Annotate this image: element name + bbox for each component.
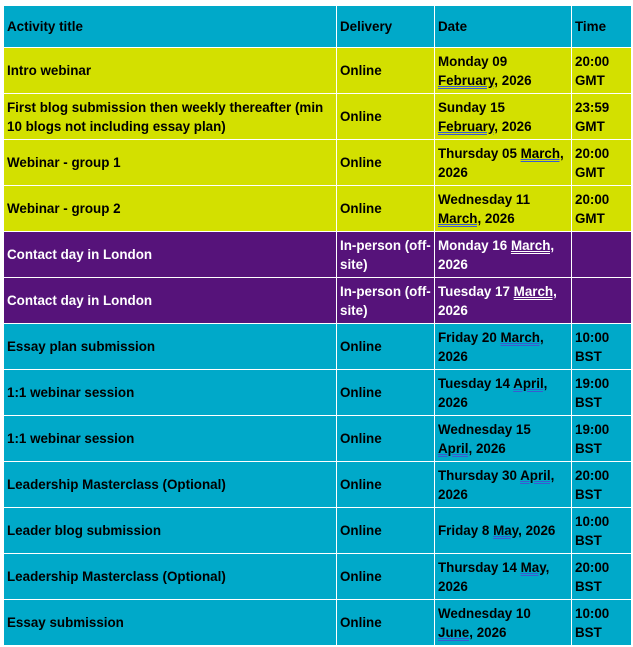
table-row bbox=[4, 48, 632, 94]
date-year: 2026 bbox=[521, 523, 556, 538]
date-day: Wednesday 15 bbox=[438, 421, 531, 437]
date-year: 2026 bbox=[438, 256, 468, 272]
date-cell bbox=[435, 462, 572, 508]
date-year: 2026 bbox=[438, 486, 468, 502]
date-day: Wednesday 10 bbox=[438, 605, 531, 621]
table-row bbox=[4, 94, 632, 140]
date-month: April, bbox=[520, 467, 555, 483]
time-cell: 20:00 BST bbox=[572, 554, 632, 600]
time-cell: 10:00 BST bbox=[572, 600, 632, 646]
date-year: 2026 bbox=[472, 440, 506, 456]
date-cell bbox=[435, 324, 572, 370]
activity-title-cell: 1:1 webinar session bbox=[4, 416, 337, 462]
date-month: May, bbox=[493, 523, 522, 538]
date-year: 2026 bbox=[472, 624, 507, 640]
delivery-cell: Online bbox=[337, 508, 435, 554]
schedule-table bbox=[3, 5, 632, 646]
table-row bbox=[4, 462, 632, 508]
date-month: March, bbox=[513, 283, 557, 299]
table-row bbox=[4, 278, 632, 324]
activity-title-cell: Leadership Masterclass (Optional) bbox=[4, 554, 337, 600]
delivery-cell: Online bbox=[337, 186, 435, 232]
delivery-cell: Online bbox=[337, 48, 435, 94]
time-cell: 10:00 BST bbox=[572, 324, 632, 370]
time-cell bbox=[572, 278, 632, 324]
time-cell: 19:00 BST bbox=[572, 370, 632, 416]
date-day: Thursday 30 bbox=[438, 467, 521, 483]
date-year: 2026 bbox=[498, 118, 532, 134]
table-row bbox=[4, 600, 632, 646]
time-cell: 20:00 GMT bbox=[572, 186, 632, 232]
date-year: 2026 bbox=[438, 164, 468, 180]
date-day: Thursday 14 bbox=[438, 559, 521, 575]
date-cell bbox=[435, 186, 572, 232]
header-row bbox=[4, 6, 632, 48]
activity-title-cell: Essay submission bbox=[4, 600, 337, 646]
table-row bbox=[4, 554, 632, 600]
date-month: February, bbox=[438, 118, 499, 134]
time-cell: 20:00 GMT bbox=[572, 140, 632, 186]
date-month: March, bbox=[510, 237, 555, 253]
activity-title-cell: Intro webinar bbox=[4, 48, 337, 94]
date-cell bbox=[435, 508, 572, 554]
date-month: May, bbox=[520, 559, 550, 575]
date-cell bbox=[435, 232, 572, 278]
delivery-cell: Online bbox=[337, 462, 435, 508]
date-month: March, bbox=[520, 145, 564, 161]
time-cell: 10:00 BST bbox=[572, 508, 632, 554]
date-day: Thursday 05 bbox=[438, 145, 521, 161]
date-year: 2026 bbox=[498, 72, 532, 88]
date-cell bbox=[435, 94, 572, 140]
delivery-cell: Online bbox=[337, 370, 435, 416]
date-year: 2026 bbox=[438, 394, 468, 410]
date-day: Monday 16 bbox=[438, 237, 511, 253]
table-row bbox=[4, 370, 632, 416]
delivery-cell: Online bbox=[337, 324, 435, 370]
activity-title-cell: 1:1 webinar session bbox=[4, 370, 337, 416]
delivery-cell: In-person (off-site) bbox=[337, 278, 435, 324]
date-day: Tuesday 14 bbox=[438, 375, 514, 391]
delivery-cell: Online bbox=[337, 140, 435, 186]
date-day: Sunday 15 bbox=[438, 99, 505, 115]
date-month: April, bbox=[438, 440, 473, 456]
date-cell bbox=[435, 48, 572, 94]
header-delivery: Delivery bbox=[337, 6, 435, 48]
time-cell: 23:59 GMT bbox=[572, 94, 632, 140]
delivery-cell: In-person (off-site) bbox=[337, 232, 435, 278]
activity-title-cell: Leadership Masterclass (Optional) bbox=[4, 462, 337, 508]
time-cell bbox=[572, 232, 632, 278]
table-row bbox=[4, 232, 632, 278]
date-day: Friday 20 bbox=[438, 329, 501, 345]
date-cell bbox=[435, 140, 572, 186]
date-year: 2026 bbox=[438, 578, 468, 594]
date-month: March, bbox=[500, 329, 544, 345]
date-cell bbox=[435, 370, 572, 416]
schedule-body bbox=[4, 48, 632, 646]
table-row bbox=[4, 324, 632, 370]
delivery-cell: Online bbox=[337, 416, 435, 462]
table-row bbox=[4, 186, 632, 232]
table-row bbox=[4, 508, 632, 554]
header-date: Date bbox=[435, 6, 572, 48]
date-day: Tuesday 17 bbox=[438, 283, 514, 299]
date-month: April, bbox=[513, 375, 548, 391]
time-cell: 19:00 BST bbox=[572, 416, 632, 462]
date-month: March, bbox=[438, 210, 482, 226]
date-year: 2026 bbox=[438, 302, 468, 318]
date-year: 2026 bbox=[438, 348, 468, 364]
delivery-cell: Online bbox=[337, 600, 435, 646]
time-cell: 20:00 GMT bbox=[572, 48, 632, 94]
header-activity-title: Activity title bbox=[4, 6, 337, 48]
delivery-cell: Online bbox=[337, 554, 435, 600]
activity-title-cell: Webinar - group 1 bbox=[4, 140, 337, 186]
date-cell bbox=[435, 278, 572, 324]
date-year: 2026 bbox=[481, 210, 515, 226]
activity-title-cell: Contact day in London bbox=[4, 232, 337, 278]
date-month: June, bbox=[438, 624, 473, 640]
activity-title-cell: Leader blog submission bbox=[4, 508, 337, 554]
table-row bbox=[4, 140, 632, 186]
date-cell bbox=[435, 600, 572, 646]
activity-title-cell: Webinar - group 2 bbox=[4, 186, 337, 232]
date-cell bbox=[435, 554, 572, 600]
date-month: February, bbox=[438, 72, 499, 88]
date-day: Wednesday 11 bbox=[438, 191, 531, 207]
activity-title-cell: Contact day in London bbox=[4, 278, 337, 324]
date-day: Monday 09 bbox=[438, 53, 508, 69]
date-cell bbox=[435, 416, 572, 462]
header-time: Time bbox=[572, 6, 632, 48]
table-row bbox=[4, 416, 632, 462]
delivery-cell: Online bbox=[337, 94, 435, 140]
activity-title-cell: First blog submission then weekly thereafter (min 10 blogs not including essay plan) bbox=[4, 94, 337, 140]
time-cell: 20:00 BST bbox=[572, 462, 632, 508]
activity-title-cell: Essay plan submission bbox=[4, 324, 337, 370]
date-day: Friday 8 bbox=[438, 523, 494, 538]
